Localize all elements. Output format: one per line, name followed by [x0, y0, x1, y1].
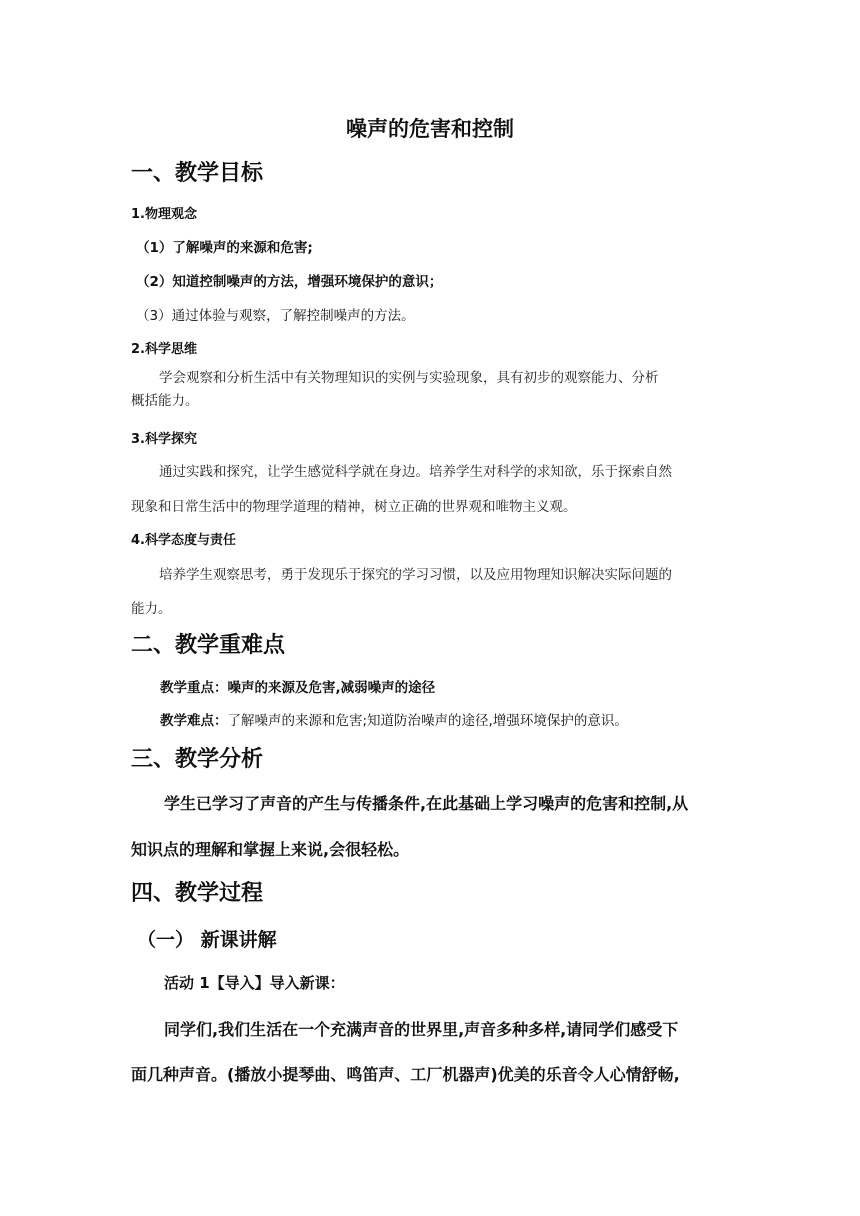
document-title: 噪声的危害和控制 [346, 117, 514, 141]
paragraph-line: 学会观察和分析生活中有关物理知识的实例与实验现象，具有初步的观察能力、分析 [159, 370, 659, 386]
paragraph-line: 知识点的理解和掌握上来说,会很轻松。 [131, 840, 410, 859]
key-point-line [160, 676, 435, 696]
paragraph-line: 面几种声音。(播放小提琴曲、鸣笛声、工厂机器声)优美的乐音令人心情舒畅, [131, 1065, 680, 1084]
difficulty-line [160, 709, 628, 729]
list-item: （3）通过体验与观察，了解控制噪声的方法。 [136, 308, 415, 324]
difficulty-label: 教学难点： [160, 713, 228, 729]
section-heading-analysis: 三、教学分析 [131, 747, 264, 772]
list-item: （1）了解噪声的来源和危害; [136, 240, 313, 256]
section-heading-goals: 一、教学目标 [131, 161, 264, 186]
paragraph-line: 通过实践和探究，让学生感觉科学就在身边。培养学生对科学的求知欲，乐于探索自然 [159, 464, 672, 480]
paragraph-line: 培养学生观察思考，勇于发现乐于探究的学习习惯，以及应用物理知识解决实际问题的 [159, 567, 672, 583]
section-heading-process: 四、教学过程 [131, 881, 264, 906]
paragraph-line: 学生已学习了声音的产生与传播条件,在此基础上学习噪声的危害和控制,从 [164, 794, 689, 813]
paragraph-line: 概括能力。 [131, 393, 199, 409]
key-point-text: 噪声的来源及危害,减弱噪声的途径 [227, 680, 436, 696]
subheading-attitude: 4.科学态度与责任 [131, 533, 236, 548]
subheading-physics-concept: 1.物理观念 [131, 207, 197, 222]
subheading-scientific-inquiry: 3.科学探究 [131, 432, 197, 447]
paragraph-line: 现象和日常生活中的物理学道理的精神，树立正确的世界观和唯物主义观。 [131, 499, 577, 515]
activity-heading: 活动 1【导入】导入新课： [164, 974, 345, 992]
list-item: （2）知道控制噪声的方法，增强环境保护的意识； [136, 274, 443, 290]
difficulty-text: 了解噪声的来源和危害;知道防治噪声的途径,增强环境保护的意识。 [227, 713, 628, 729]
section-heading-key-points: 二、教学重难点 [131, 633, 286, 658]
key-point-label: 教学重点： [160, 680, 228, 696]
paragraph-line: 能力。 [131, 601, 172, 617]
subheading-scientific-thinking: 2.科学思维 [131, 342, 197, 357]
paragraph-line: 同学们,我们生活在一个充满声音的世界里,声音多种多样,请同学们感受下 [164, 1020, 679, 1039]
subheading-new-lesson: （一） 新课讲解 [137, 929, 277, 951]
